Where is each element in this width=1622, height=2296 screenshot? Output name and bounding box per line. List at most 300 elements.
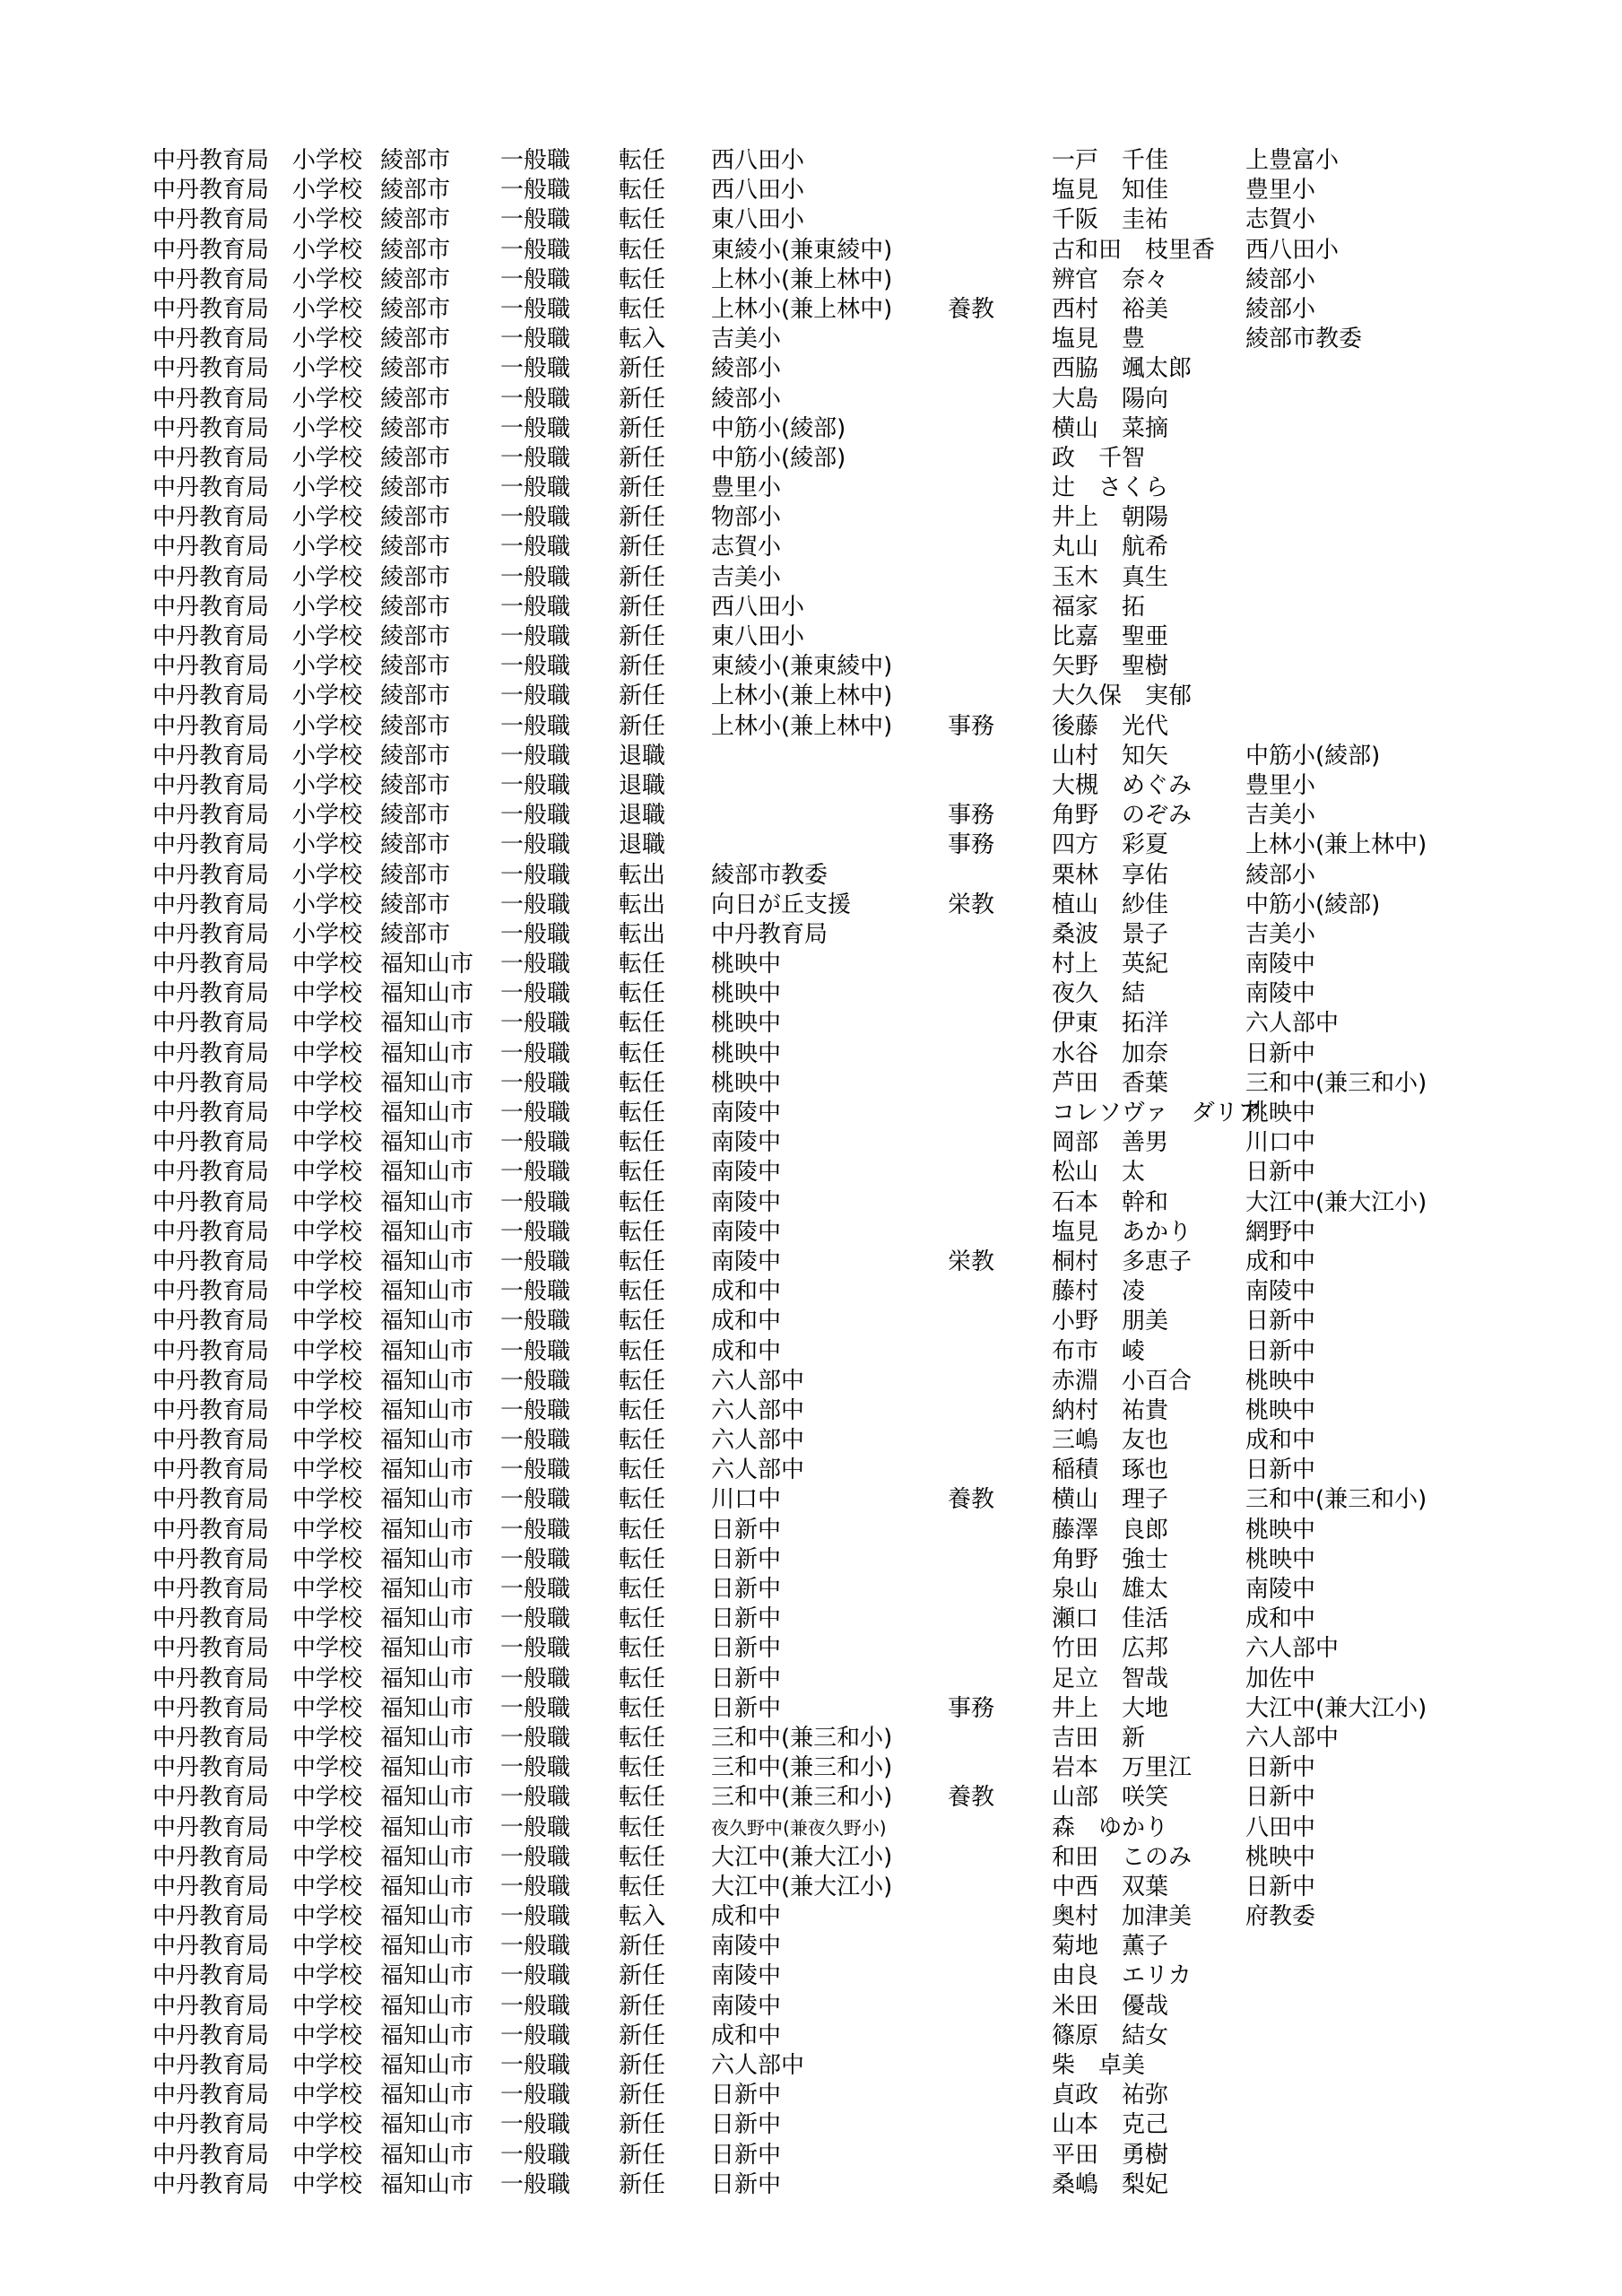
school-type-cell: 小学校 — [292, 712, 363, 740]
action-cell: 転任 — [619, 1545, 666, 1573]
bureau-cell: 中丹教育局 — [152, 444, 270, 472]
table-row — [0, 920, 1622, 950]
name-cell: 丸山 航希 — [1052, 534, 1169, 561]
new-post-cell: 成和中 — [711, 1308, 782, 1335]
bureau-cell: 中丹教育局 — [152, 236, 270, 264]
action-cell: 新任 — [619, 1992, 666, 2020]
new-post-cell: 向日が丘支援 — [711, 891, 852, 918]
school-type-cell: 小学校 — [292, 236, 363, 264]
old-post-cell: 日新中 — [1245, 1337, 1316, 1365]
table-row — [0, 891, 1622, 920]
school-type-cell: 中学校 — [292, 1069, 363, 1097]
action-cell: 転任 — [619, 1754, 666, 1782]
action-cell: 転任 — [619, 1337, 666, 1365]
old-post-cell: 川口中 — [1245, 1129, 1316, 1157]
old-post-cell: 日新中 — [1245, 1754, 1316, 1782]
category-cell: 一般職 — [500, 1605, 571, 1633]
new-post-cell: 南陵中 — [711, 1159, 782, 1187]
category-cell: 一般職 — [500, 1396, 571, 1424]
school-type-cell: 小学校 — [292, 444, 363, 472]
table-row — [0, 1456, 1622, 1485]
city-cell: 福知山市 — [380, 1218, 474, 1246]
city-cell: 福知山市 — [380, 1665, 474, 1692]
action-cell: 転任 — [619, 1873, 666, 1900]
action-cell: 新任 — [619, 623, 666, 650]
category-cell: 一般職 — [500, 1784, 571, 1812]
category-cell: 一般職 — [500, 504, 571, 532]
name-cell: 大槻 めぐみ — [1052, 771, 1193, 799]
school-type-cell: 中学校 — [292, 2111, 363, 2139]
name-cell: 伊東 拓洋 — [1052, 1010, 1169, 1038]
old-post-cell: 南陵中 — [1245, 1278, 1316, 1306]
school-type-cell: 中学校 — [292, 1129, 363, 1157]
bureau-cell: 中丹教育局 — [152, 593, 270, 621]
city-cell: 綾部市 — [380, 683, 451, 710]
action-cell: 退職 — [619, 771, 666, 799]
table-row — [0, 295, 1622, 325]
action-cell: 退職 — [619, 802, 666, 830]
name-cell: 足立 智哉 — [1052, 1665, 1169, 1692]
bureau-cell: 中丹教育局 — [152, 1188, 270, 1216]
name-cell: 赤淵 小百合 — [1052, 1367, 1193, 1395]
category-cell: 一般職 — [500, 1308, 571, 1335]
action-cell: 新任 — [619, 2052, 666, 2079]
city-cell: 福知山市 — [380, 1754, 474, 1782]
name-cell: 桑波 景子 — [1052, 920, 1169, 948]
bureau-cell: 中丹教育局 — [152, 1933, 270, 1961]
bureau-cell: 中丹教育局 — [152, 2082, 270, 2109]
name-cell: 玉木 真生 — [1052, 563, 1169, 591]
table-row — [0, 1069, 1622, 1099]
table-row — [0, 2110, 1622, 2140]
table-row — [0, 1783, 1622, 1813]
action-cell: 転出 — [619, 891, 666, 918]
school-type-cell: 中学校 — [292, 1545, 363, 1573]
school-type-cell: 中学校 — [292, 1635, 363, 1663]
action-cell: 転任 — [619, 1843, 666, 1871]
bureau-cell: 中丹教育局 — [152, 1516, 270, 1544]
action-cell: 新任 — [619, 385, 666, 413]
bureau-cell: 中丹教育局 — [152, 206, 270, 234]
action-cell: 転任 — [619, 1813, 666, 1841]
table-row — [0, 1367, 1622, 1396]
new-post-cell: 中筋小(綾部) — [711, 444, 846, 472]
category-cell: 一般職 — [500, 1754, 571, 1782]
new-post-cell: 三和中(兼三和小) — [711, 1754, 893, 1782]
school-type-cell: 中学校 — [292, 1813, 363, 1841]
school-type-cell: 中学校 — [292, 1396, 363, 1424]
bureau-cell: 中丹教育局 — [152, 1100, 270, 1126]
school-type-cell: 中学校 — [292, 980, 363, 1008]
category-cell: 一般職 — [500, 1933, 571, 1961]
city-cell: 綾部市 — [380, 534, 451, 561]
table-row — [0, 1902, 1622, 1932]
table-row — [0, 354, 1622, 384]
new-post-cell: 日新中 — [711, 1576, 782, 1603]
new-post-cell: 南陵中 — [711, 1218, 782, 1246]
old-post-cell: 桃映中 — [1245, 1367, 1316, 1395]
table-row — [0, 1932, 1622, 1961]
action-cell: 新任 — [619, 2082, 666, 2109]
category-cell: 一般職 — [500, 2111, 571, 2139]
name-cell: 栗林 享佑 — [1052, 861, 1169, 889]
table-row — [0, 265, 1622, 295]
action-cell: 転任 — [619, 1605, 666, 1633]
school-type-cell: 中学校 — [292, 951, 363, 978]
table-row — [0, 1634, 1622, 1664]
bureau-cell: 中丹教育局 — [152, 265, 270, 293]
bureau-cell: 中丹教育局 — [152, 1694, 270, 1722]
old-post-cell: 南陵中 — [1245, 980, 1316, 1008]
table-row — [0, 1396, 1622, 1426]
name-cell: 矢野 聖樹 — [1052, 653, 1169, 681]
name-cell: 塩見 豊 — [1052, 326, 1146, 353]
table-row — [0, 652, 1622, 682]
action-cell: 新任 — [619, 2111, 666, 2139]
action-cell: 転出 — [619, 920, 666, 948]
city-cell: 福知山市 — [380, 2141, 474, 2169]
school-type-cell: 小学校 — [292, 177, 363, 204]
table-row — [0, 979, 1622, 1009]
city-cell: 綾部市 — [380, 563, 451, 591]
table-row — [0, 1665, 1622, 1694]
category-cell: 一般職 — [500, 295, 571, 323]
school-type-cell: 小学校 — [292, 326, 363, 353]
school-type-cell: 中学校 — [292, 1010, 363, 1038]
name-cell: 比嘉 聖亜 — [1052, 623, 1169, 650]
bureau-cell: 中丹教育局 — [152, 831, 270, 859]
category-cell: 一般職 — [500, 1665, 571, 1692]
new-post-cell: 成和中 — [711, 2022, 782, 2049]
old-post-cell: 大江中(兼大江小) — [1245, 1188, 1427, 1216]
school-type-cell: 中学校 — [292, 2052, 363, 2079]
bureau-cell: 中丹教育局 — [152, 2052, 270, 2079]
category-cell: 一般職 — [500, 444, 571, 472]
old-post-cell: 豊里小 — [1245, 177, 1316, 204]
table-row — [0, 593, 1622, 622]
table-row — [0, 385, 1622, 414]
name-cell: 納村 祐貴 — [1052, 1396, 1169, 1424]
new-post-cell: 六人部中 — [711, 1427, 805, 1455]
old-post-cell: 日新中 — [1245, 1039, 1316, 1067]
name-cell: 稲積 琢也 — [1052, 1457, 1169, 1484]
name-cell: 塩見 あかり — [1052, 1218, 1193, 1246]
category-cell: 一般職 — [500, 1545, 571, 1573]
bureau-cell: 中丹教育局 — [152, 1843, 270, 1871]
bureau-cell: 中丹教育局 — [152, 1308, 270, 1335]
table-row — [0, 622, 1622, 652]
category-cell: 一般職 — [500, 802, 571, 830]
table-row — [0, 950, 1622, 979]
bureau-cell: 中丹教育局 — [152, 1427, 270, 1455]
old-post-cell: 中筋小(綾部) — [1245, 891, 1381, 918]
table-row — [0, 2081, 1622, 2110]
new-post-cell: 物部小 — [711, 504, 782, 532]
bureau-cell: 中丹教育局 — [152, 920, 270, 948]
name-cell: 和田 このみ — [1052, 1843, 1193, 1871]
city-cell: 福知山市 — [380, 1486, 474, 1514]
name-cell: 山本 克己 — [1052, 2111, 1169, 2139]
action-cell: 転入 — [619, 326, 666, 353]
category-cell: 一般職 — [500, 891, 571, 918]
category-cell: 一般職 — [500, 1694, 571, 1722]
bureau-cell: 中丹教育局 — [152, 2111, 270, 2139]
category-cell: 一般職 — [500, 1159, 571, 1187]
bureau-cell: 中丹教育局 — [152, 414, 270, 442]
action-cell: 転任 — [619, 1100, 666, 1126]
name-cell: 吉田 新 — [1052, 1724, 1146, 1752]
action-cell: 転任 — [619, 1427, 666, 1455]
bureau-cell: 中丹教育局 — [152, 1903, 270, 1931]
bureau-cell: 中丹教育局 — [152, 147, 270, 174]
bureau-cell: 中丹教育局 — [152, 951, 270, 978]
table-row — [0, 474, 1622, 503]
table-row — [0, 176, 1622, 205]
new-post-cell: 南陵中 — [711, 1188, 782, 1216]
action-cell: 転任 — [619, 295, 666, 323]
action-cell: 転任 — [619, 1129, 666, 1157]
bureau-cell: 中丹教育局 — [152, 1337, 270, 1365]
city-cell: 綾部市 — [380, 920, 451, 948]
new-post-cell: 桃映中 — [711, 980, 782, 1008]
bureau-cell: 中丹教育局 — [152, 1248, 270, 1275]
new-post-cell: 川口中 — [711, 1486, 782, 1514]
name-cell: 岩本 万里江 — [1052, 1754, 1193, 1782]
old-post-cell: 綾部小 — [1245, 295, 1316, 323]
action-cell: 転任 — [619, 1010, 666, 1038]
city-cell: 福知山市 — [380, 1188, 474, 1216]
school-type-cell: 小学校 — [292, 683, 363, 710]
table-row — [0, 682, 1622, 711]
category-cell: 一般職 — [500, 147, 571, 174]
school-type-cell: 小学校 — [292, 504, 363, 532]
name-cell: 奥村 加津美 — [1052, 1903, 1193, 1931]
name-cell: 福家 拓 — [1052, 593, 1146, 621]
old-post-cell: 日新中 — [1245, 1784, 1316, 1812]
category-cell: 一般職 — [500, 1516, 571, 1544]
category-cell: 一般職 — [500, 177, 571, 204]
new-post-cell: 成和中 — [711, 1903, 782, 1931]
action-cell: 転出 — [619, 861, 666, 889]
city-cell: 綾部市 — [380, 593, 451, 621]
city-cell: 綾部市 — [380, 802, 451, 830]
name-cell: 森 ゆかり — [1052, 1813, 1169, 1841]
table-row — [0, 325, 1622, 354]
table-row — [0, 236, 1622, 265]
new-post-cell: 三和中(兼三和小) — [711, 1784, 893, 1812]
new-post-cell: 日新中 — [711, 2141, 782, 2169]
old-post-cell: 大江中(兼大江小) — [1245, 1694, 1427, 1722]
school-type-cell: 小学校 — [292, 831, 363, 859]
old-post-cell: 成和中 — [1245, 1605, 1316, 1633]
bureau-cell: 中丹教育局 — [152, 1039, 270, 1067]
table-row — [0, 1248, 1622, 1277]
action-cell: 転任 — [619, 1248, 666, 1275]
bureau-cell: 中丹教育局 — [152, 1545, 270, 1573]
city-cell: 福知山市 — [380, 2052, 474, 2079]
old-post-cell: 府教委 — [1245, 1903, 1316, 1931]
name-cell: 中西 双葉 — [1052, 1873, 1169, 1900]
table-row — [0, 1545, 1622, 1575]
action-cell: 新任 — [619, 593, 666, 621]
job-cell: 栄教 — [948, 891, 995, 918]
name-cell: 塩見 知佳 — [1052, 177, 1169, 204]
name-cell: 桐村 多恵子 — [1052, 1248, 1193, 1275]
name-cell: 水谷 加奈 — [1052, 1039, 1169, 1067]
bureau-cell: 中丹教育局 — [152, 385, 270, 413]
school-type-cell: 小学校 — [292, 414, 363, 442]
bureau-cell: 中丹教育局 — [152, 861, 270, 889]
school-type-cell: 小学校 — [292, 891, 363, 918]
new-post-cell: 六人部中 — [711, 1457, 805, 1484]
category-cell: 一般職 — [500, 1100, 571, 1126]
name-cell: 辻 さくら — [1052, 474, 1169, 502]
new-post-cell: 綾部小 — [711, 385, 782, 413]
new-post-cell: 日新中 — [711, 2082, 782, 2109]
bureau-cell: 中丹教育局 — [152, 653, 270, 681]
city-cell: 福知山市 — [380, 1813, 474, 1841]
category-cell: 一般職 — [500, 1576, 571, 1603]
name-cell: 瀬口 佳活 — [1052, 1605, 1169, 1633]
city-cell: 福知山市 — [380, 1962, 474, 1990]
new-post-cell: 上林小(兼上林中) — [711, 295, 893, 323]
category-cell: 一般職 — [500, 1813, 571, 1841]
table-row — [0, 503, 1622, 533]
old-post-cell: 六人部中 — [1245, 1635, 1340, 1663]
old-post-cell: 吉美小 — [1245, 920, 1316, 948]
city-cell: 綾部市 — [380, 177, 451, 204]
category-cell: 一般職 — [500, 2082, 571, 2109]
new-post-cell: 大江中(兼大江小) — [711, 1843, 893, 1871]
city-cell: 福知山市 — [380, 2170, 474, 2198]
new-post-cell: 西八田小 — [711, 147, 805, 174]
name-cell: 柴 卓美 — [1052, 2052, 1146, 2079]
bureau-cell: 中丹教育局 — [152, 1129, 270, 1157]
action-cell: 新任 — [619, 1962, 666, 1990]
category-cell: 一般職 — [500, 1724, 571, 1752]
category-cell: 一般職 — [500, 1992, 571, 2020]
new-post-cell: 六人部中 — [711, 1396, 805, 1424]
old-post-cell: 八田中 — [1245, 1813, 1316, 1841]
action-cell: 新任 — [619, 474, 666, 502]
category-cell: 一般職 — [500, 861, 571, 889]
city-cell: 福知山市 — [380, 1396, 474, 1424]
table-row — [0, 1485, 1622, 1515]
old-post-cell: 桃映中 — [1245, 1100, 1316, 1126]
action-cell: 転入 — [619, 1903, 666, 1931]
category-cell: 一般職 — [500, 474, 571, 502]
old-post-cell: 桃映中 — [1245, 1516, 1316, 1544]
name-cell: 夜久 結 — [1052, 980, 1146, 1008]
school-type-cell: 小学校 — [292, 147, 363, 174]
action-cell: 転任 — [619, 1457, 666, 1484]
school-type-cell: 小学校 — [292, 563, 363, 591]
table-row — [0, 1724, 1622, 1753]
school-type-cell: 中学校 — [292, 1665, 363, 1692]
name-cell: 植山 紗佳 — [1052, 891, 1169, 918]
category-cell: 一般職 — [500, 1367, 571, 1395]
category-cell: 一般職 — [500, 920, 571, 948]
city-cell: 福知山市 — [380, 1248, 474, 1275]
table-row — [0, 742, 1622, 771]
city-cell: 福知山市 — [380, 1010, 474, 1038]
city-cell: 福知山市 — [380, 1039, 474, 1067]
city-cell: 福知山市 — [380, 1545, 474, 1573]
old-post-cell: 日新中 — [1245, 1308, 1316, 1335]
city-cell: 綾部市 — [380, 891, 451, 918]
old-post-cell: 上豊富小 — [1245, 147, 1340, 174]
action-cell: 新任 — [619, 444, 666, 472]
action-cell: 転任 — [619, 1367, 666, 1395]
new-post-cell: 桃映中 — [711, 1039, 782, 1067]
name-cell: 大島 陽向 — [1052, 385, 1169, 413]
city-cell: 福知山市 — [380, 980, 474, 1008]
old-post-cell: 三和中(兼三和小) — [1245, 1486, 1427, 1514]
new-post-cell: 東八田小 — [711, 206, 805, 234]
action-cell: 転任 — [619, 1784, 666, 1812]
category-cell: 一般職 — [500, 1843, 571, 1871]
new-post-cell: 南陵中 — [711, 1933, 782, 1961]
new-post-cell: 中筋小(綾部) — [711, 414, 846, 442]
table-row — [0, 1694, 1622, 1724]
city-cell: 綾部市 — [380, 295, 451, 323]
action-cell: 新任 — [619, 2022, 666, 2049]
city-cell: 福知山市 — [380, 1694, 474, 1722]
old-post-cell: 加佐中 — [1245, 1665, 1316, 1692]
new-post-cell: 南陵中 — [711, 1962, 782, 1990]
old-post-cell: 日新中 — [1245, 1873, 1316, 1900]
city-cell: 福知山市 — [380, 2082, 474, 2109]
table-row — [0, 1426, 1622, 1456]
new-post-cell: 南陵中 — [711, 1129, 782, 1157]
table-row — [0, 1039, 1622, 1069]
category-cell: 一般職 — [500, 771, 571, 799]
table-row — [0, 444, 1622, 474]
category-cell: 一般職 — [500, 414, 571, 442]
city-cell: 福知山市 — [380, 1873, 474, 1900]
category-cell: 一般職 — [500, 980, 571, 1008]
category-cell: 一般職 — [500, 2141, 571, 2169]
category-cell: 一般職 — [500, 1278, 571, 1306]
city-cell: 綾部市 — [380, 771, 451, 799]
city-cell: 福知山市 — [380, 1129, 474, 1157]
bureau-cell: 中丹教育局 — [152, 2141, 270, 2169]
table-row — [0, 1605, 1622, 1634]
action-cell: 転任 — [619, 1396, 666, 1424]
school-type-cell: 小学校 — [292, 474, 363, 502]
name-cell: 貞政 祐弥 — [1052, 2082, 1169, 2109]
school-type-cell: 中学校 — [292, 2170, 363, 2198]
old-post-cell: 綾部市教委 — [1245, 326, 1363, 353]
category-cell: 一般職 — [500, 683, 571, 710]
name-cell: 篠原 結女 — [1052, 2022, 1169, 2049]
action-cell: 転任 — [619, 1694, 666, 1722]
new-post-cell: 東綾小(兼東綾中) — [711, 236, 893, 264]
new-post-cell: 日新中 — [711, 1516, 782, 1544]
new-post-cell: 中丹教育局 — [711, 920, 828, 948]
school-type-cell: 中学校 — [292, 1367, 363, 1395]
table-row — [0, 1843, 1622, 1873]
city-cell: 綾部市 — [380, 326, 451, 353]
school-type-cell: 中学校 — [292, 1100, 363, 1126]
school-type-cell: 中学校 — [292, 1248, 363, 1275]
name-cell: 菊地 薫子 — [1052, 1933, 1169, 1961]
old-post-cell: 桃映中 — [1245, 1545, 1316, 1573]
bureau-cell: 中丹教育局 — [152, 1873, 270, 1900]
name-cell: 山村 知矢 — [1052, 742, 1169, 770]
category-cell: 一般職 — [500, 1873, 571, 1900]
name-cell: 藤村 凌 — [1052, 1278, 1146, 1306]
